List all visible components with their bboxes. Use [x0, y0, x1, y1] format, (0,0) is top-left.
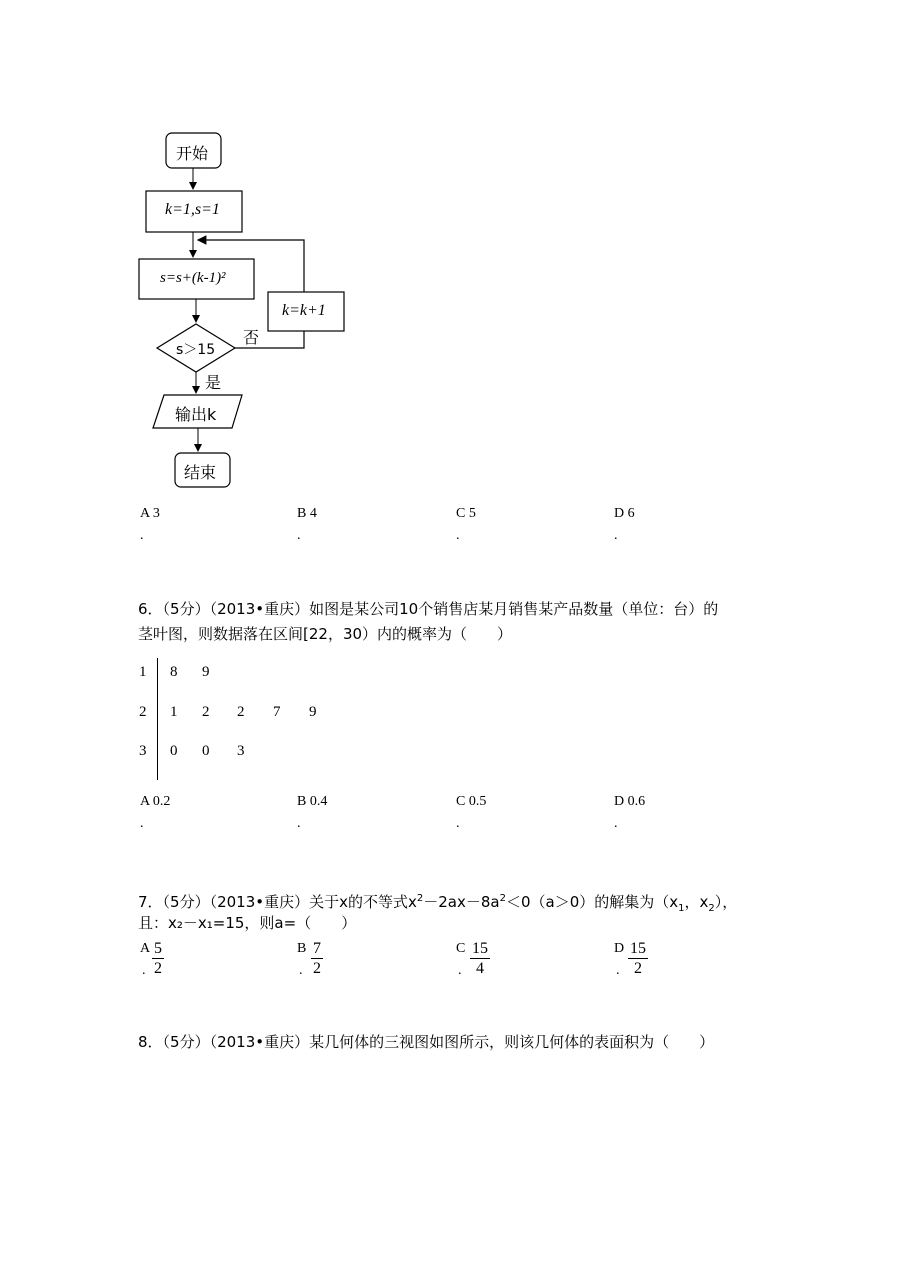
q5-option-a[interactable]: A 3 . [140, 506, 160, 543]
leaf: 9 [202, 664, 210, 680]
update-k-label: k=k+1 [282, 302, 326, 319]
yes-label: 是 [205, 373, 222, 392]
leaf: 0 [202, 743, 210, 759]
q7-line-1: 7．（5分）（2013•重庆）关于x的不等式$x^2-2ax-8a^2<0(a>0)$的解集为（$x_1$，$x_2$）， [138, 893, 738, 914]
leaf: 3 [237, 743, 245, 759]
init-label: k=1,s=1 [165, 201, 220, 218]
fraction: $\frac{7}{2}$ [313, 940, 321, 977]
q5-option-b[interactable]: B 4 . [297, 506, 317, 543]
fraction: $\frac{15}{4}$ [472, 940, 488, 977]
flowchart-diagram [0, 0, 909, 500]
q6-option-c[interactable]: C 0.5 . [456, 794, 487, 831]
fraction: $\frac{5}{2}$ [154, 940, 162, 977]
q6-option-a[interactable]: A 0.2 . [140, 794, 171, 831]
no-label: 否 [243, 328, 260, 347]
q6-option-b[interactable]: B 0.4 . [297, 794, 328, 831]
leaf: 9 [309, 704, 317, 720]
q5-option-d[interactable]: D 6 . [614, 506, 635, 543]
update-s-label: s=s+(k-1)² [160, 270, 226, 286]
q7-line-2: 且：x₂－x₁=15，则a=（ ） [138, 914, 357, 932]
leaf: 2 [237, 704, 245, 720]
q6-line-2: 茎叶图，则数据落在区间[22，30）内的概率为（ ） [138, 625, 513, 643]
q5-option-c[interactable]: C 5 . [456, 506, 476, 543]
leaf: 7 [273, 704, 281, 720]
fraction: $\frac{15}{2}$ [630, 940, 646, 977]
leaf: 1 [170, 704, 178, 720]
stem-leaf-divider [157, 658, 158, 780]
stem-1: 1 [139, 664, 147, 680]
stem-2: 2 [139, 704, 147, 720]
leaf: 8 [170, 664, 178, 680]
stem-3: 3 [139, 743, 147, 759]
leaf: 2 [202, 704, 210, 720]
start-label: 开始 [176, 144, 209, 163]
output-label: 输出k [175, 405, 217, 424]
q6-option-d[interactable]: D 0.6 . [614, 794, 646, 831]
q8-line-1: 8．（5分）（2013•重庆）某几何体的三视图如图所示，则该几何体的表面积为（ ） [138, 1033, 715, 1051]
q6-line-1: 6．（5分）（2013•重庆）如图是某公司10个销售店某月销售某产品数量（单位：台）的 [138, 600, 719, 618]
leaf: 0 [170, 743, 178, 759]
end-label: 结束 [184, 463, 217, 482]
condition-label: s＞15 [176, 342, 216, 358]
